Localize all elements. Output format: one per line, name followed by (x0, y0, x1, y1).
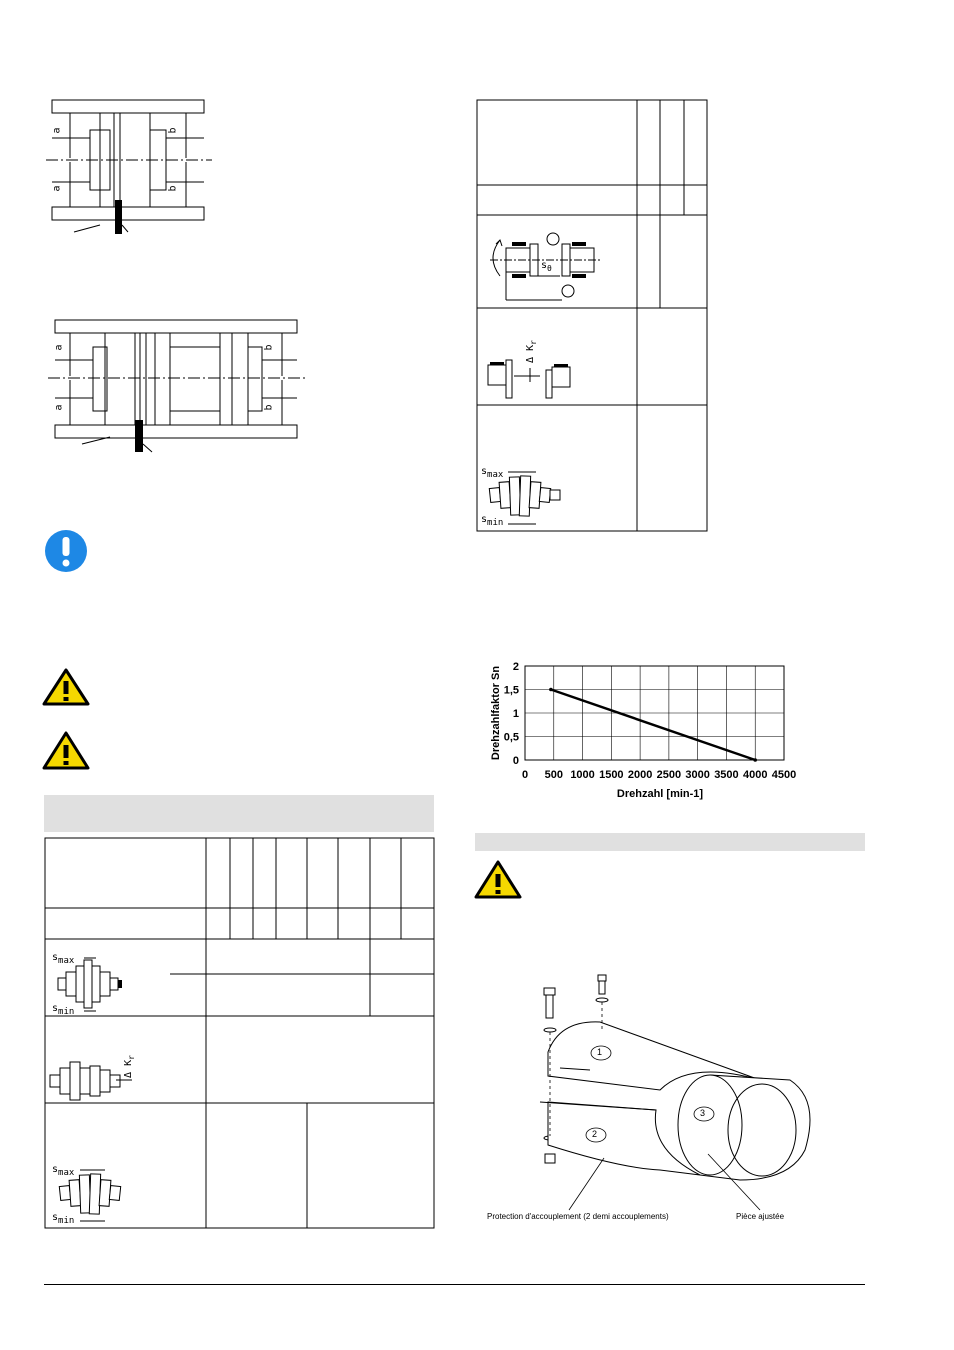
gap-label-b-top: b (167, 127, 179, 134)
gap-label-b-top-2: b (263, 344, 275, 351)
chart-x-tick-label: 3000 (685, 769, 710, 781)
gap-label-b-bottom-2: b (263, 404, 275, 411)
chart-y-tick-label: 1,5 (503, 684, 519, 697)
chart-y-tick-label: 2 (512, 661, 519, 673)
chart-y-tick-label: 0,5 (503, 731, 519, 744)
chart-x-tick-label: 4000 (742, 769, 768, 781)
chart-x-tick-label: 1000 (570, 769, 595, 781)
chart-x-tick-label: 2000 (627, 769, 653, 781)
chart-y-axis-title: Drehzahlfaktor Sn (490, 665, 502, 761)
s-max-label-2: $s_{max}$ (52, 1164, 75, 1178)
chart-x-tick-label: 0 (521, 769, 529, 781)
gap-label-b-bottom: b (167, 185, 179, 192)
gap-label-a-top: a (51, 127, 63, 134)
s-min-label-2: $s_{min}$ (52, 1212, 75, 1226)
gap-label-a-top-2: a (53, 344, 65, 351)
guard-callout-1: 1 (597, 1047, 603, 1057)
s-theta-label: $s_\theta$ (541, 260, 552, 273)
s-min-label-right: $s_{min}$ (481, 514, 504, 528)
s-max-label-1: $s_{max}$ (52, 952, 75, 966)
chart-x-tick-label: 1500 (599, 769, 624, 781)
chart-x-tick-label: 2500 (656, 769, 682, 781)
chart-x-tick-label: 3500 (714, 769, 739, 781)
delta-kr-label-right: Δ $K_r$ (524, 340, 538, 363)
chart-x-axis-title: Drehzahl [min-1] (616, 788, 704, 800)
caption-coupling-guard: Protection d'accouplement (2 demi accouplements) (487, 1212, 669, 1221)
chart-y-tick-label: 1 (512, 708, 519, 720)
chart-y-tick-label: 0 (512, 755, 519, 767)
delta-kr-label-left: Δ $K_r$ (122, 1055, 136, 1078)
chart-x-tick-label: 500 (544, 769, 563, 781)
guard-callout-2: 2 (592, 1129, 598, 1139)
guard-callout-3: 3 (700, 1108, 706, 1118)
caption-fitted-piece: Pièce ajustée (736, 1212, 785, 1221)
s-max-label-right: $s_{max}$ (481, 466, 504, 480)
gap-label-a-bottom-2: a (53, 404, 65, 411)
footer-rule (44, 1284, 865, 1285)
s-min-label-1: $s_{min}$ (52, 1003, 75, 1017)
gap-label-a-bottom: a (51, 185, 63, 192)
chart-x-tick-label: 4500 (771, 769, 797, 781)
